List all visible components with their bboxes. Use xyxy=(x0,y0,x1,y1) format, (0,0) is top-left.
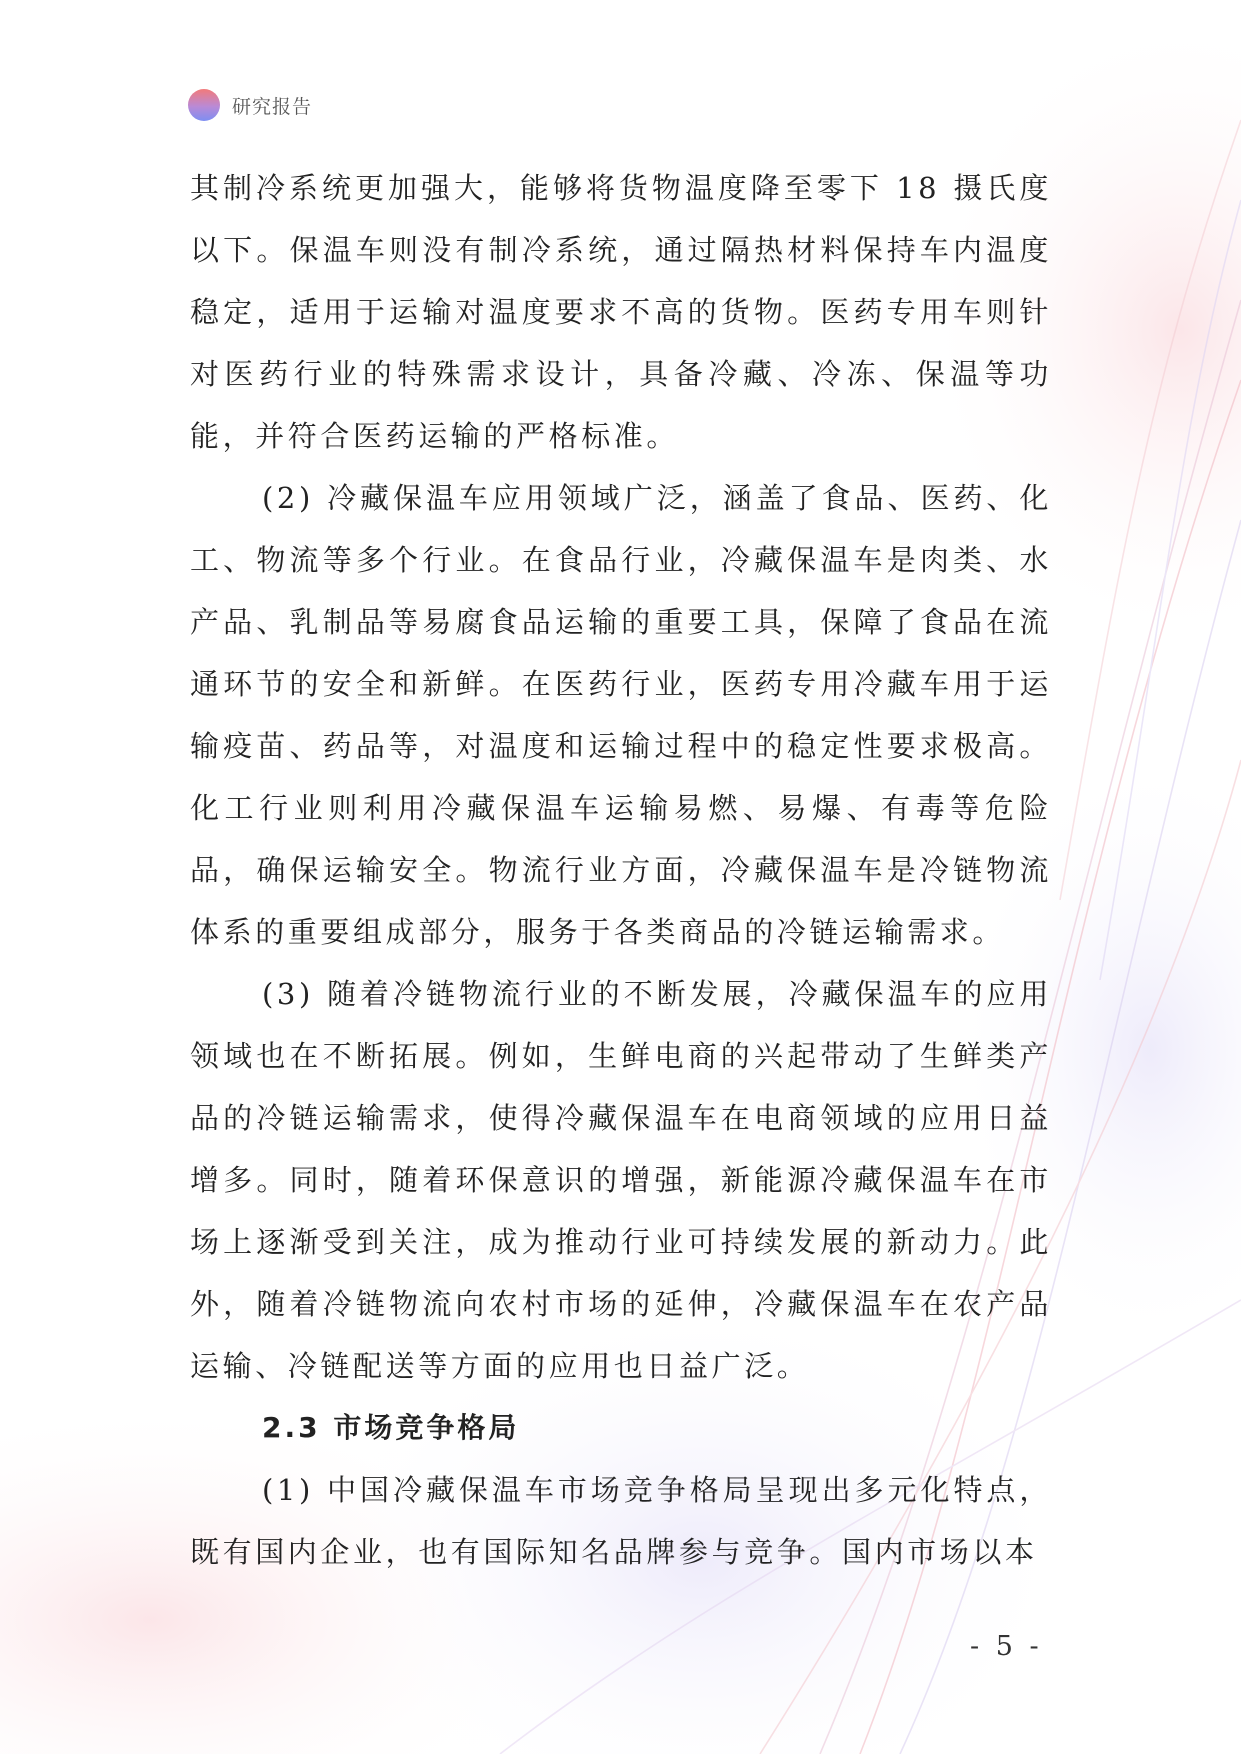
body-paragraph: (2) 冷藏保温车应用领域广泛，涵盖了食品、医药、化工、物流等多个行业。在食品行业，冷藏保温车是肉类、水产品、乳制品等易腐食品运输的重要工具，保障了食品在流通环节的安全和新鲜。在医药行业，医药专用冷藏车用于运输疫苗、药品等，对温度和运输过程中的稳定性要求极高。化工行业则利用冷藏保温车运输易燃、易爆、有毒等危险品，确保运输安全。物流行业方面，冷藏保温车是冷链物流体系的重要组成部分，服务于各类商品的冷链运输需求。 xyxy=(190,481,1052,949)
section-heading: 2.3 市场竞争格局 xyxy=(262,1411,520,1444)
page-number: - 5 - xyxy=(970,1631,1043,1662)
body-paragraph: (1) 中国冷藏保温车市场竞争格局呈现出多元化特点，既有国内企业，也有国际知名品牌参与竞争。国内市场以本 xyxy=(190,1473,1052,1569)
body-paragraph: (3) 随着冷链物流行业的不断发展，冷藏保温车的应用领域也在不断拓展。例如，生鲜电商的兴起带动了生鲜类产品的冷链运输需求，使得冷藏保温车在电商领域的应用日益增多。同时，随着环保意识的增强，新能源冷藏保温车在市场上逐渐受到关注，成为推动行业可持续发展的新动力。此外，随着冷链物流向农村市场的延伸，冷藏保温车在农产品运输、冷链配送等方面的应用也日益广泛。 xyxy=(190,977,1052,1383)
document-header xyxy=(188,89,312,121)
body-paragraph: 其制冷系统更加强大，能够将货物温度降至零下 18 摄氏度以下。保温车则没有制冷系统，通过隔热材料保持车内温度稳定，适用于运输对温度要求不高的货物。医药专用车则针对医药行业的特殊需求设计，具备冷藏、冷冻、保温等功能，并符合医药运输的严格标准。 xyxy=(190,171,1052,453)
report-logo-icon xyxy=(188,89,220,121)
header-title: 研究报告 xyxy=(232,95,313,118)
document-body xyxy=(190,157,1052,1583)
